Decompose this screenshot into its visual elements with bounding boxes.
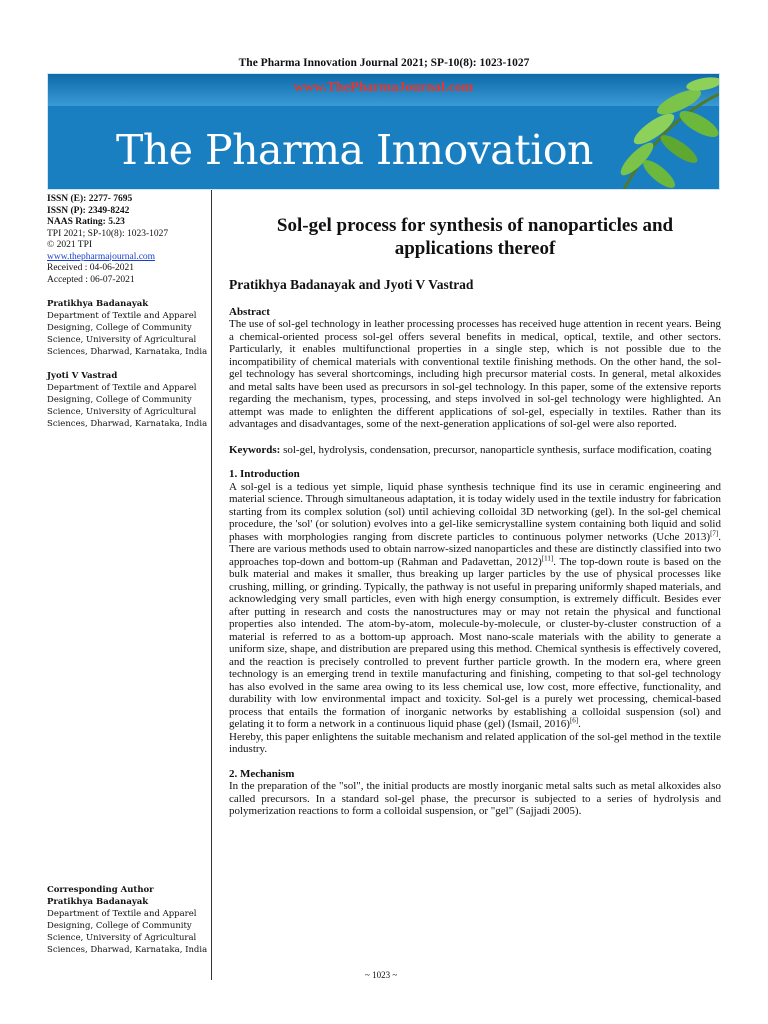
corresponding-author xyxy=(47,884,210,956)
corresponding-affiliation: Department of Textile and Apparel Designing, College of Community Science, University of Agricultural Sciences, Dharwad, Karnataka, India xyxy=(47,909,208,955)
corresponding-name: Pratikhya Badanayak xyxy=(47,897,149,907)
intro-text-b: . There are various methods used to obtain narrow-sized nanoparticles and these are distinctly classified into two approaches top-down and bottom-up (Rahman and Padavettan, 2012) xyxy=(229,530,721,568)
author-affiliation-1 xyxy=(47,298,210,358)
article-meta-column xyxy=(47,194,210,430)
ref-11[interactable]: [11] xyxy=(541,553,554,562)
keywords-text: sol-gel, hydrolysis, condensation, precursor, nanoparticle synthesis, surface modification, coating xyxy=(283,443,712,456)
intro-text-c: . The top-down route is based on the bulk material and makes it smaller, thus breaking up larger particles by the use of physical processes like crushing, milling, or grinding. Typically, the pathway is not useful in preparing uniformly shaped materials, and acknowledging very small particles, even with high energy consumption, is extremely difficult. Besides ever after putting in research and costs the nanostructures may or may not retain the physical and functional properties also intended. The atom-by-atom, molecule-by-molecule, or cluster-by-cluster construction of a material is referred to as a bottom-up approach. Most nano-scale materials with the ability to generate a uniform size, shape, and distribution are prepared using this method. Chemical synthesis is effectively covered, and the reaction is precisely controlled to prevent further particle growth. In the modern era, where green technology is an emerging trend in textile manufacturing and finishing, competing to that sol-gel technology has also evolved in the same area owing to its less chemical use, low cost, more effective, functionality, and durability with low environmental impact and toxicity. Sol-gel is a purely wet processing, chemical-based process that entails the formation of inorganic networks by establishing a colloidal suspension (sol) and gelating it to form a network in a continuous liquid phase (gel) (Ismail, 2016) xyxy=(229,555,721,730)
author-affiliation-text-2: Department of Textile and Apparel Designing, College of Community Science, University of Agricultural Sciences, Dharwad, Karnataka, India xyxy=(47,383,208,429)
article-body xyxy=(229,214,721,818)
keywords xyxy=(229,444,721,457)
author-name-2: Jyoti V Vastrad xyxy=(47,371,118,381)
ref-7[interactable]: [7] xyxy=(710,528,719,537)
leaf-branch-icon xyxy=(529,74,719,189)
page-number: ~ 1023 ~ xyxy=(365,970,398,980)
naas-rating: NAAS Rating: 5.23 xyxy=(47,217,125,227)
intro-text-d: . xyxy=(578,718,581,730)
journal-banner xyxy=(47,73,720,190)
intro-text-a: A sol-gel is a tedious yet simple, liquid phase synthesis technique find its use in ceramic engineering and material science. Through simultaneous adaptation, it is today widely used in the textile industry for fabrication starting from its complex solution (sol) until achieving colloidal 3D networking (gel). In the sol-gel chemical procedure, the 'sol' (or solution) evolves into a gel-like semicrystalline system containing both liquid and solid phases with morphologies ranging from discrete particles to continuous polymer networks (Uche 2013) xyxy=(229,480,721,543)
ref-6[interactable]: [6] xyxy=(569,716,579,725)
mechanism-heading: 2. Mechanism xyxy=(229,767,295,780)
article-title: Sol-gel process for synthesis of nanoparticles and applications thereof xyxy=(276,215,674,259)
banner-url[interactable]: www.ThePharmaJournal.com xyxy=(293,80,474,95)
intro-heading: 1. Introduction xyxy=(229,468,300,480)
banner-title: The Pharma Innovation xyxy=(116,126,593,174)
issn-p: ISSN (P): 2349-8242 xyxy=(47,205,130,216)
issn-e: ISSN (E): 2277- 7695 xyxy=(47,194,133,204)
copyright: © 2021 TPI xyxy=(47,240,93,250)
column-divider xyxy=(211,190,212,980)
author-name-1: Pratikhya Badanayak xyxy=(47,299,149,309)
accepted-date: Accepted : 06-07-2021 xyxy=(47,274,135,285)
author-affiliation-text-1: Department of Textile and Apparel Designing, College of Community Science, University of Agricultural Sciences, Dharwad, Karnataka, India xyxy=(47,311,208,357)
mechanism-paragraph-1: In the preparation of the "sol", the initial products are mostly inorganic metal salts such as metal alkoxides also called precursors. In a standard sol-gel phase, the precursor is subjected to a series of hydrolysis and polymerization reactions to form a colloidal suspension, or "gel" (Sajjadi 2005). xyxy=(229,780,721,817)
received-date: Received : 04-06-2021 xyxy=(47,263,135,273)
author-affiliation-2 xyxy=(47,370,210,430)
journal-citation-header: The Pharma Innovation Journal 2021; SP-10(8): 1023-1027 xyxy=(238,57,530,69)
abstract-heading: Abstract xyxy=(229,305,270,318)
keywords-label: Keywords: xyxy=(229,443,281,456)
journal-website-link[interactable]: www.thepharmajournal.com xyxy=(47,251,156,262)
abstract-text: The use of sol-gel technology in leather processing processes has received huge attention in recent years. Being a chemical-oriented process sol-gel offers several benefits in medical, optical, textile, and other sectors. Particularly, it enables multifunctional properties in a single step, which is not possible due to the incompatibility of chemical materials with conventional textile finishing methods. On the other hand, the sol-gel technology has several shortcomings, including high precursor material costs. In general, metal alkoxides and metal salts have been used as precursors in sol-gel technology. In this paper, some of the extensive reports regarding the mechanism, types, processing, and steps involved in sol-gel technology were highlighted. An attempt was made to enlighten the different applications of sol-gel, especially in textiles. Rather than its advantages and disadvantages, some of the next-generation applications of sol-gel were also reported. xyxy=(229,318,721,430)
intro-paragraph-2: Hereby, this paper enlightens the suitable mechanism and related application of the sol-gel method in the textile industry. xyxy=(229,730,721,755)
corresponding-label: Corresponding Author xyxy=(47,885,154,895)
article-authors: Pratikhya Badanayak and Jyoti V Vastrad xyxy=(229,277,474,292)
tpi-citation: TPI 2021; SP-10(8): 1023-1027 xyxy=(47,228,169,239)
intro-paragraph-1 xyxy=(229,481,721,731)
